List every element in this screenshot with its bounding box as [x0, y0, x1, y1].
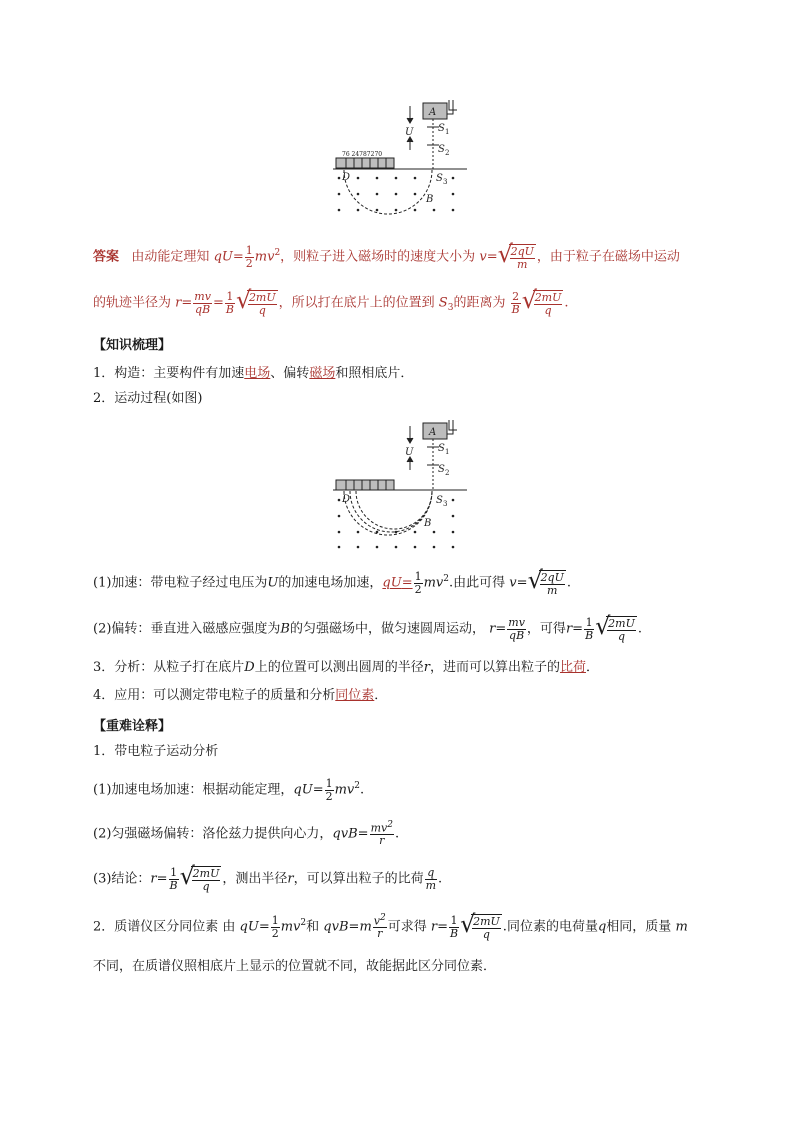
knowledge-item-2: 2．运动过程(如图)	[93, 391, 203, 406]
knowledge-item-3: 3．分析：从粒子打在底片D上的位置可以测出圆周的半径r，进而可以算出粒子的比荷．	[93, 660, 599, 675]
knowledge-item-4: 4．应用：可以测定带电粒子的质量和分析同位素．	[93, 688, 388, 703]
label-s1: S	[438, 123, 445, 134]
label-b: B	[426, 194, 434, 205]
mass-spectrometer-figure-1	[333, 100, 473, 220]
svg-text:3: 3	[443, 500, 448, 508]
knowledge-heading: 【知识梳理】	[93, 338, 172, 353]
svg-text:B: B	[424, 518, 432, 529]
analysis-step-1: (1)加速电场加速：根据动能定理，qU= $\frac{1}{2}$ $mv^2$.	[93, 777, 365, 803]
label-s3: S	[436, 173, 443, 184]
analysis-step-2: (2)匀强磁场偏转：洛伦兹力提供向心力，qvB= $\frac{mv^2}{r}$ .	[93, 820, 400, 848]
svg-text:S: S	[438, 464, 445, 475]
svg-text:2: 2	[445, 149, 450, 157]
label-s2: S	[438, 144, 445, 155]
svg-text:A: A	[429, 427, 437, 438]
deflection-line: (2)偏转：垂直进入磁感应强度为B的匀强磁场中，做匀速圆周运动， r= $\frac{mv}{qB}$ ，可得r= $\frac{1}{B}$ √ $\frac{2mU}{q}$ .	[93, 616, 642, 642]
svg-text:1: 1	[445, 128, 450, 136]
film-number: 76 24787270	[342, 151, 383, 158]
svg-text:D: D	[342, 494, 351, 505]
svg-text:S: S	[438, 443, 445, 454]
analysis-step-3: (3)结论：r= $\frac{1}{B}$ √ $\frac{2mU}{q}$ ，测出半径r，可以算出粒子的比荷 $\frac{q}{m}$ .	[93, 866, 442, 892]
answer-tag: 答案	[93, 249, 120, 265]
analysis-heading: 【重难诠释】	[93, 719, 172, 734]
analysis-item-1: 1．带电粒子运动分析	[93, 744, 219, 759]
knowledge-item-1: 1．构造：主要构件有加速电场、偏转磁场和照相底片．	[93, 366, 414, 381]
svg-text:U: U	[405, 447, 414, 458]
label-u: U	[405, 127, 414, 138]
photo-film	[336, 158, 394, 168]
acceleration-line: (1)加速：带电粒子经过电压为U的加速电场加速，qU= $\frac{1}{2}$ $mv^2$.由此可得 v= √ $\frac{2qU}{m}$ .	[93, 570, 571, 596]
analysis-item-2: 2．质谱仪区分同位素 由 qU= $\frac{1}{2}$ $mv^2$和 qvB=m $\frac{v^2}{r}$ 可求得 r= $\frac{1}{B}$ √ $\frac{2mU}{q}$ .同位素的电荷量q相同，质量 m	[93, 914, 688, 940]
svg-text:S: S	[436, 495, 443, 506]
svg-text:1: 1	[445, 448, 450, 456]
svg-text:2: 2	[445, 469, 450, 477]
svg-text:3: 3	[443, 178, 448, 186]
answer-line-1: 答案 由动能定理知 qU= $\frac{1}{2}$ $mv^2$，则粒子进入磁场时的速度大小为 v= √ $\frac{2qU}{m}$ ，由于粒子在磁场中运动	[93, 244, 680, 270]
answer-line-2: 的轨迹半径为 r= $\frac{mv}{qB}$ = $\frac{1}{B}$ √ $\frac{2mU}{q}$ ，所以打在底片上的位置到 $S_3$的距离为 $\frac{2}{B}$ √ $\frac{2mU}{q}$ .	[93, 290, 569, 316]
particle-path	[344, 170, 432, 214]
label-d: D	[342, 172, 351, 183]
analysis-item-2-cont: 不同，在质谱仪照相底片上显示的位置就不同，故能据此区分同位素．	[93, 959, 497, 974]
label-a: A	[429, 107, 437, 118]
mass-spectrometer-figure-2	[333, 420, 473, 552]
